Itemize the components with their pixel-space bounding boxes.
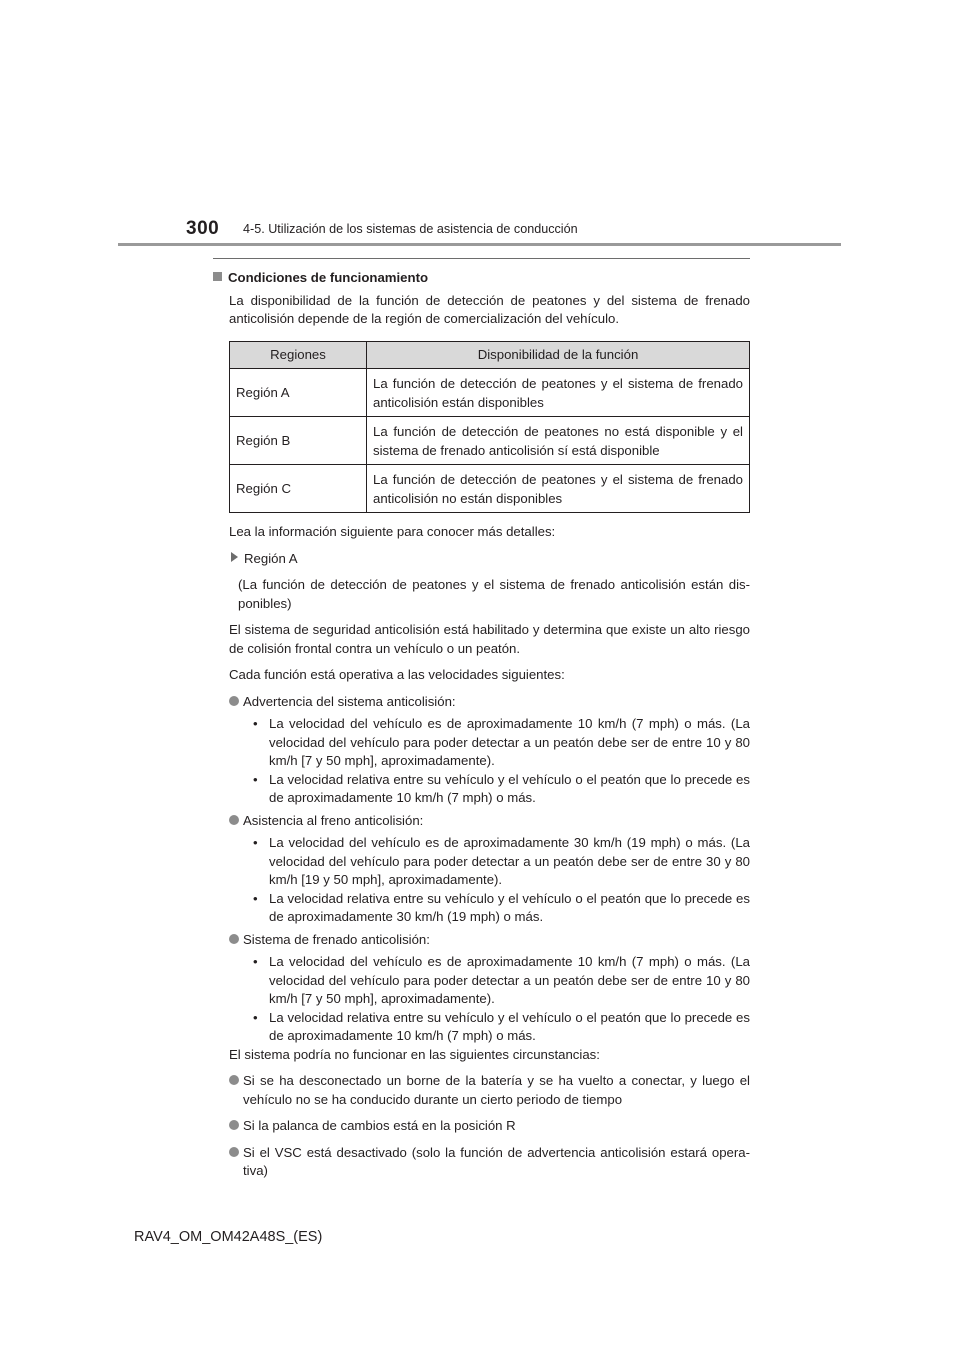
section-title: 4-5. Utilización de los sistemas de asistencia de conducción: [243, 222, 578, 236]
function-block: [213, 812, 750, 927]
table-cell-availability: La función de detección de peatones y el sistema de frenado anticolisión no están disponibles: [367, 465, 750, 513]
table-row: [230, 417, 750, 465]
function-name: Advertencia del sistema anticolisión:: [243, 693, 456, 709]
region-a-label: Región A: [244, 550, 298, 566]
table-header-availability: Disponibilidad de la función: [367, 341, 750, 369]
section-heading-text: Condiciones de funcionamiento: [228, 270, 429, 285]
list-item: • La velocidad del vehículo es de aproximadamente 10 km/h (7 mph) o más. (La velocidad del vehículo para poder detectar a un peatón debe ser de entre 10 y 80 km/h [7 y 50 mph], aproximadamente).: [253, 715, 750, 771]
function-block: [213, 931, 750, 1046]
triangle-arrow-icon: [231, 552, 238, 562]
limitation-item: [213, 1144, 750, 1181]
table-cell-region: Región A: [230, 369, 367, 417]
round-bullet-icon: [229, 696, 239, 706]
limitation-item: [213, 1072, 750, 1109]
function-block: [213, 693, 750, 808]
round-bullet-icon: [229, 815, 239, 825]
round-bullet-icon: [229, 1120, 239, 1130]
limitation-text: Si se ha desconectado un borne de la batería y se ha vuelto a conectar, y luego el vehículo no se ha conducido durante un cierto periodo de tiempo: [243, 1073, 750, 1107]
details-intro: Lea la información siguiente para conocer más detalles:: [229, 524, 556, 539]
list-item: • La velocidad relativa entre su vehículo y el vehículo o el peatón que lo precede es de aproximadamente 10 km/h (7 mph) o más.: [253, 771, 750, 808]
limitations-intro: El sistema podría no funcionar en las siguientes circunstancias:: [229, 1046, 600, 1062]
speeds-intro: Cada función está operativa a las velocidades siguientes:: [229, 667, 565, 682]
table-row: [230, 465, 750, 513]
table-header-regions: Regiones: [230, 341, 367, 369]
region-table: [229, 341, 750, 514]
table-row: [230, 369, 750, 417]
round-bullet-icon: [229, 934, 239, 944]
function-heading: [229, 693, 750, 712]
table-cell-region: Región C: [230, 465, 367, 513]
function-conditions: [229, 715, 750, 808]
list-item: • La velocidad del vehículo es de aproximadamente 30 km/h (19 mph) o más. (La velocidad del vehículo para poder detectar a un peatón debe ser de entre 30 y 80 km/h [19 y 50 mph], aproximadamente).: [253, 834, 750, 890]
section-divider: [213, 258, 750, 259]
page-number: 300: [186, 218, 220, 239]
list-item: • La velocidad relativa entre su vehículo y el vehículo o el peatón que lo precede es de aproximadamente 10 km/h (7 mph) o más.: [253, 1009, 750, 1046]
intro-paragraph: La disponibilidad de la función de detección de peatones y del sistema de frenado anticolisión depende de la región de comercialización del vehículo.: [229, 292, 750, 326]
table-cell-availability: La función de detección de peatones y el sistema de frenado anticolisión están disponibles: [367, 369, 750, 417]
document-code: RAV4_OM_OM42A48S_(ES): [134, 1229, 323, 1245]
region-a-heading: [213, 550, 750, 569]
table-header-row: [230, 341, 750, 369]
limitation-item: [213, 1117, 750, 1136]
limitation-text: Si el VSC está desactivado (solo la función de advertencia anticolisión estará opera-tiva): [243, 1144, 750, 1178]
table-cell-availability: La función de detección de peatones no está disponible y el sistema de frenado anticolisión sí está disponible: [367, 417, 750, 465]
list-item: • La velocidad del vehículo es de aproximadamente 10 km/h (7 mph) o más. (La velocidad del vehículo para poder detectar a un peatón debe ser de entre 10 y 80 km/h [7 y 50 mph], aproximadamente).: [253, 953, 750, 1009]
square-bullet-icon: [213, 272, 222, 281]
function-conditions: [229, 953, 750, 1046]
limitation-text: Si la palanca de cambios está en la posición R: [243, 1118, 516, 1133]
round-bullet-icon: [229, 1147, 239, 1157]
function-name: Asistencia al freno anticolisión:: [243, 812, 424, 828]
header-divider: [118, 243, 841, 246]
section-heading: [213, 269, 750, 288]
function-name: Sistema de frenado anticolisión:: [243, 931, 430, 947]
region-a-note: (La función de detección de peatones y el sistema de frenado anticolisión están dis-ponibles): [238, 577, 750, 611]
function-heading: [229, 812, 750, 831]
round-bullet-icon: [229, 1075, 239, 1085]
main-content: [213, 266, 750, 1181]
function-heading: [229, 931, 750, 950]
activation-paragraph: El sistema de seguridad anticolisión está habilitado y determina que existe un alto riesgo de colisión frontal contra un vehículo o un peatón.: [229, 622, 750, 656]
list-item: • La velocidad relativa entre su vehículo y el vehículo o el peatón que lo precede es de aproximadamente 30 km/h (19 mph) o más.: [253, 890, 750, 927]
function-conditions: [229, 834, 750, 927]
table-cell-region: Región B: [230, 417, 367, 465]
